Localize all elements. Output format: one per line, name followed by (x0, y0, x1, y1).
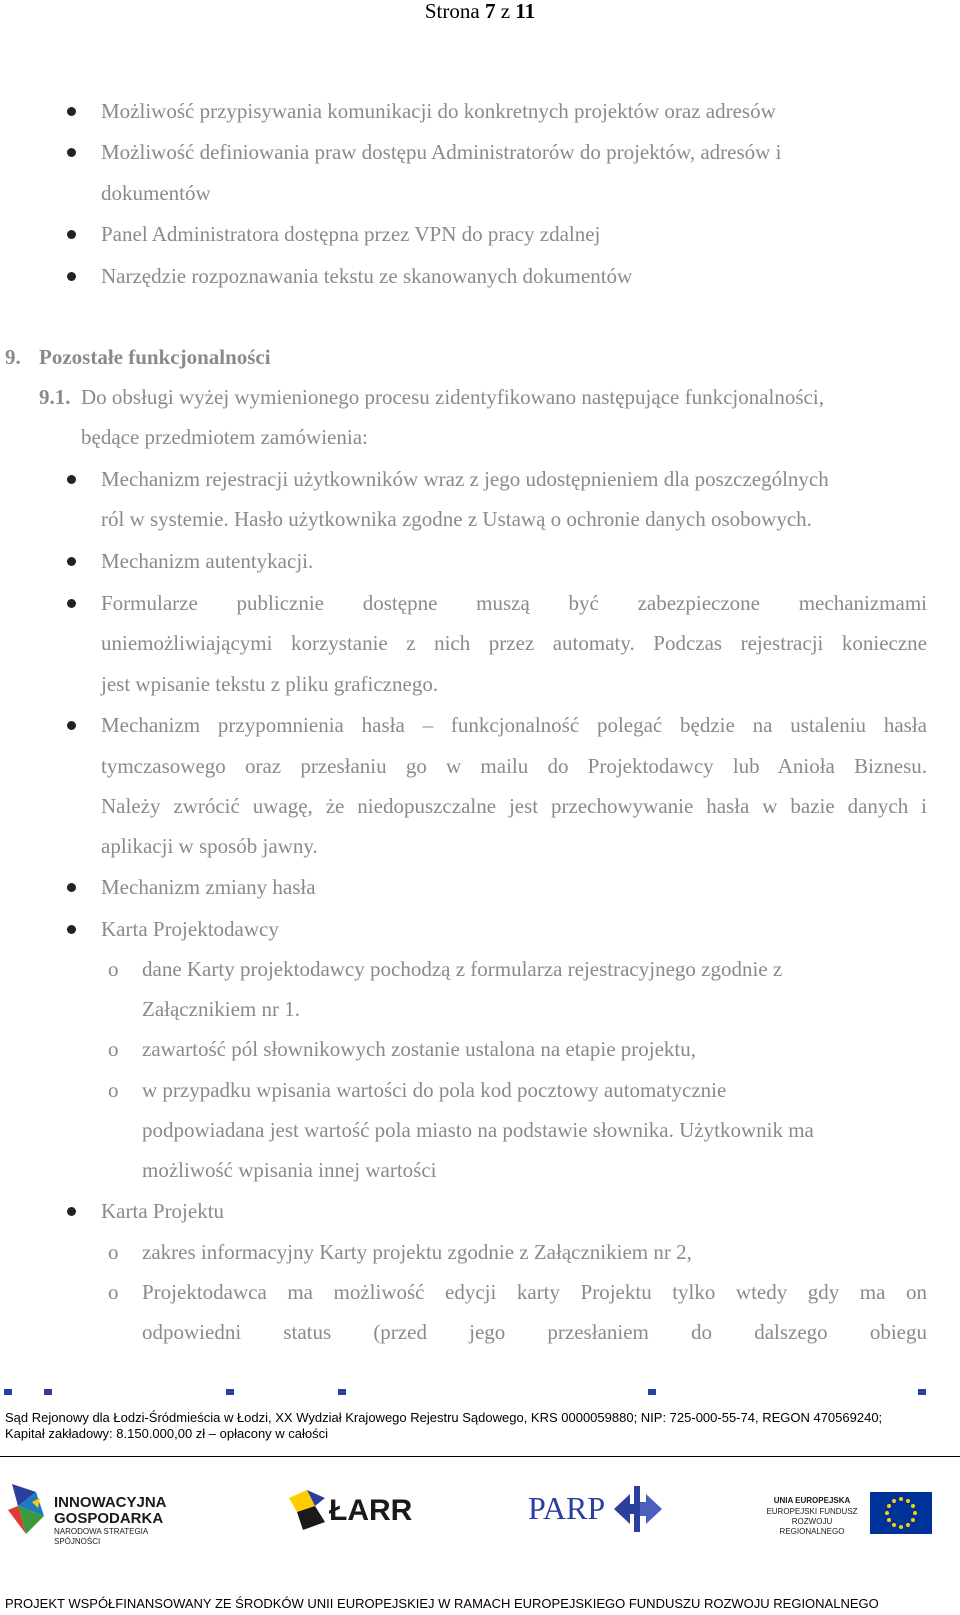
footer-dash (226, 1389, 234, 1395)
eu-flag-icon (870, 1492, 932, 1534)
sub-list-item: zakres informacyjny Karty projektu zgodnie z Załącznikiem nr 2, (142, 1240, 692, 1264)
sub-list-item: Projektodawca ma możliwość edycji karty Projektu tylko wtedy gdy ma on (142, 1280, 927, 1304)
bullet-marker (67, 230, 76, 239)
list-item: Mechanizm rejestracji użytkowników wraz z jego udostępnieniem dla poszczególnych (101, 467, 829, 491)
list-item: Możliwość definiowania praw dostępu Administratorów do projektów, adresów i (101, 140, 782, 164)
section-title: Pozostałe funkcjonalności (39, 345, 271, 369)
list-item: Mechanizm autentykacji. (101, 549, 314, 573)
bullet-marker (67, 475, 76, 484)
eu-fund-line1: EUROPEJSKI FUNDUSZ (766, 1507, 858, 1516)
ig-emblem-icon (6, 1482, 50, 1538)
list-item-continuation: ról w systemie. Hasło użytkownika zgodne z Ustawą o ochronie danych osobowych. (101, 507, 812, 531)
larr-wordmark: ŁARR (329, 1494, 413, 1527)
parp-arrows-icon (612, 1484, 664, 1534)
bullet-marker (67, 599, 76, 608)
list-item: Możliwość przypisywania komunikacji do konkretnych projektów oraz adresów (101, 99, 776, 123)
sub-bullet-marker: o (108, 1280, 119, 1304)
share-capital-line: Kapitał zakładowy: 8.150.000,00 zł – opłacony w całości (5, 1426, 329, 1441)
footer-dash (918, 1389, 926, 1395)
list-item-continuation: uniemożliwiającymi korzystanie z nich przez automaty. Podczas rejestracji konieczne (101, 631, 927, 655)
sub-list-item: w przypadku wpisania wartości do pola kod pocztowy automatycznie (142, 1078, 727, 1102)
ig-subtitle: NARODOWA STRATEGIA SPÓJNOŚCI (54, 1527, 148, 1546)
sub-bullet-marker: o (108, 1037, 119, 1061)
sub-list-item-continuation: podpowiadana jest wartość pola miasto na podstawie słownika. Użytkownik ma (142, 1118, 814, 1142)
footer-dash (4, 1389, 12, 1395)
innowacyjna-gospodarka-logo (6, 1480, 196, 1546)
footer-dash-line (0, 1389, 960, 1397)
sub-list-item-continuation: możliwość wpisania innej wartości (142, 1158, 437, 1182)
total-pages: 11 (515, 0, 536, 23)
sub-bullet-marker: o (108, 1240, 119, 1264)
list-item: Mechanizm zmiany hasła (101, 875, 316, 899)
page-separator: z (495, 0, 516, 23)
list-item-continuation: aplikacji w sposób jawny. (101, 834, 318, 858)
list-item: Karta Projektu (101, 1199, 225, 1223)
eu-name: UNIA EUROPEJSKA (773, 1496, 851, 1505)
list-item: Formularze publicznie dostępne muszą być zabezpieczone mechanizmami (101, 591, 927, 615)
ig-title-line2: GOSPODARKA (54, 1510, 164, 1527)
sub-list-item-continuation: Załącznikiem nr 1. (142, 997, 301, 1021)
larr-emblem-icon (285, 1488, 331, 1534)
list-item-continuation: tymczasowego oraz przesłaniu go w mailu do Projektodawcy lub Anioła Biznesu. (101, 754, 927, 778)
list-item-continuation: dokumentów (101, 181, 211, 205)
page-number-header (0, 0, 960, 22)
ig-title-line1: INNOWACYJNA (54, 1494, 167, 1511)
bullet-marker (67, 107, 76, 116)
sub-bullet-marker: o (108, 1078, 119, 1102)
court-registration-line: Sąd Rejonowy dla Łodzi-Śródmieścia w Łodzi, XX Wydział Krajowego Rejestru Sądowego, KRS 0000059880; NIP: 725-000-55-74, REGON 470569240; (5, 1410, 883, 1425)
bullet-marker (67, 557, 76, 566)
eu-fund-line2: ROZWOJU REGIONALNEGO (779, 1517, 845, 1536)
bullet-marker (67, 925, 76, 934)
cofinancing-statement: PROJEKT WSPÓŁFINANSOWANY ZE ŚRODKÓW UNII EUROPEJSKIEJ W RAMACH EUROPEJSKIEGO FUNDUSZU ROZWOJU REGIONALNEGO (5, 1596, 879, 1611)
parp-wordmark: PARP (528, 1490, 606, 1526)
sub-list-item-continuation: odpowiedni status (przed jego przesłaniem do dalszego obiegu (142, 1320, 927, 1344)
bullet-marker (67, 148, 76, 157)
company-registration-info (5, 1410, 955, 1442)
subsection-number: 9.1. (39, 385, 71, 409)
bullet-marker (67, 721, 76, 730)
sub-list-item: dane Karty projektodawcy pochodzą z formularza rejestracyjnego zgodnie z (142, 957, 783, 981)
bullet-marker (67, 1207, 76, 1216)
footer-dash (648, 1389, 656, 1395)
footer-dash (338, 1389, 346, 1395)
subsection-text: będące przedmiotem zamówienia: (81, 425, 368, 449)
bullet-marker (67, 883, 76, 892)
list-item: Panel Administratora dostępna przez VPN do pracy zdalnej (101, 222, 601, 246)
subsection-text: Do obsługi wyżej wymienionego procesu zidentyfikowano następujące funkcjonalności, (81, 385, 824, 409)
current-page: 7 (484, 0, 496, 23)
list-item: Mechanizm przypomnienia hasła – funkcjonalność polegać będzie na ustaleniu hasła (101, 713, 927, 737)
sub-bullet-marker: o (108, 957, 119, 981)
bullet-marker (67, 272, 76, 281)
footer-dash (44, 1389, 52, 1395)
list-item-continuation: Należy zwrócić uwagę, że niedopuszczalne jest przechowywanie hasła w bazie danych i (101, 794, 927, 818)
list-item: Karta Projektodawcy (101, 917, 279, 941)
list-item: Narzędzie rozpoznawania tekstu ze skanowanych dokumentów (101, 264, 633, 288)
sub-list-item: zawartość pól słownikowych zostanie ustalona na etapie projektu, (142, 1037, 696, 1061)
larr-logo (285, 1488, 430, 1534)
footer-divider (0, 1456, 960, 1457)
page-label: Strona (424, 0, 485, 23)
list-item-continuation: jest wpisanie tekstu z pliku graficznego. (101, 672, 439, 696)
section-number: 9. (5, 345, 21, 369)
parp-logo (528, 1484, 668, 1534)
eu-fund-logo (760, 1492, 935, 1534)
